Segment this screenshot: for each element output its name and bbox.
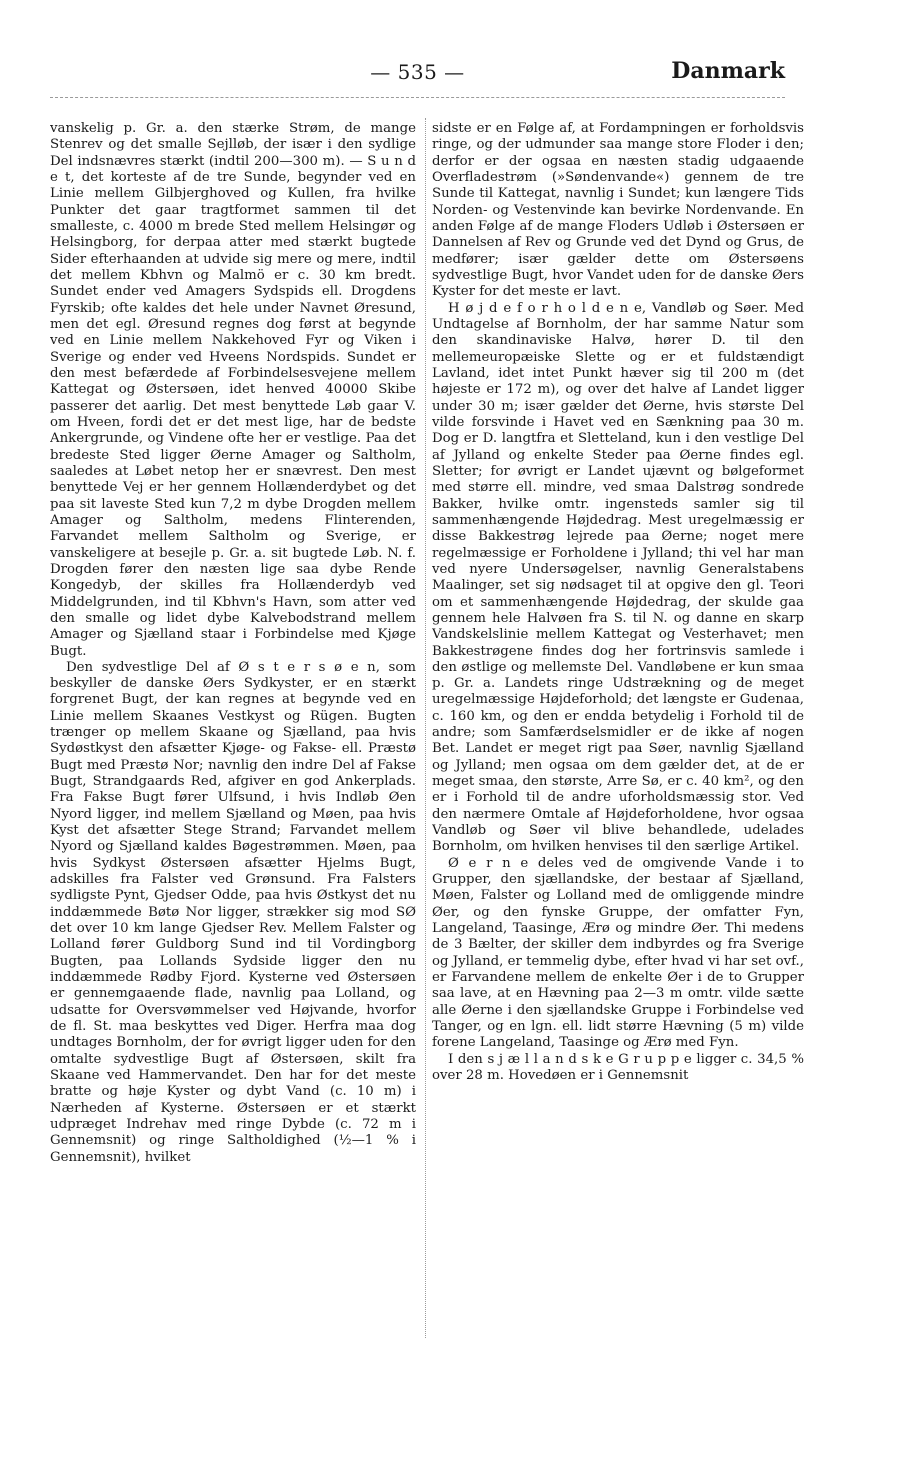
paragraph: H ø j d e f o r h o l d e n e, Vandløb og Søer. Med Undtagelse af Bornholm, der har samme Natur som den skandinaviske Halvø, hører D. til den mellemeuropæiske Slette og er et fuldstændigt Lavland, idet intet Punkt hæver sig til 200 m (det højeste er 172 m), og over det halve af Landet ligger under 30 m; især gælder det Øerne, hvis største Del vilde forsvinde i Havet ved en Sænkning paa 30 m. Dog er D. langtfra et Sletteland, kun i den vestlige Del af Jylland og enkelte Steder paa Øerne findes egl. Sletter; for øvrigt er Landet ujævnt og bølgeformet med større ell. mindre, ved smaa Dalstrøg sondrede Bakker, hvilke omtr. ingensteds samler sig til sammenhængende Højdedrag. Mest uregelmæssig er disse Bakkestrøg lejrede paa Øerne; noget mere regelmæssige er Forholdene i Jylland; thi vel har man ved nyere Undersøgelser, navnlig Generalstabens Maalinger, set sig nødsaget til at opgive den gl. Teori om et sammenhængende Højdedrag, der skulde gaa gennem hele Halvøen fra S. til N. og danne en skarp Vandskelslinie mellem Kattegat og Vesterhavet; men Bakkestrøgene findes dog her fortrinsvis samlede i den østlige og mellemste Del. Vandløbene er kun smaa p. Gr. a. Landets ringe Udstrækning og de meget uregelmæssige Højdeforhold; det længste er Gudenaa, c. 160 km, og den er endda betydelig i Forhold til de andre; som Samfærdselsmidler er de ikke af nogen Bet. Landet er meget rigt paa Søer, navnlig Sjælland og Jylland; men ogsaa om dem gælder det, at de er meget smaa, den største, Arre Sø, er c. 40 km², og den er i Forhold til de andre uforholdsmæssig stor. Ved den nærmere Omtale af Højdeforholdene, hvor ogsaa Vandløb og Søer vil blive behandlede, udelades Bornholm, om hvilken henvises til den særlige Artikel. [432, 300, 804, 855]
page-header [50, 60, 785, 100]
paragraph: I den s j æ l l a n d s k e G r u p p e ligger c. 34,5 % over 28 m. Hovedøen er i Gennemsnit [432, 1051, 804, 1084]
page-number: — 535 — [370, 60, 465, 84]
paragraph: sidste er en Følge af, at Fordampningen er forholdsvis ringe, og der udmunder saa mange store Floder i den; derfor er der ogsaa en næsten stadig udgaaende Overfladestrøm (»Søndenvande«) gennem de tre Sunde til Kattegat, navnlig i Sundet; kun længere Tids Norden- og Vestenvinde kan bevirke Nordenvande. En anden Følge af de mange Floders Udløb i Østersøen er Dannelsen af Rev og Grunde ved det Dynd og Grus, de medfører; især gælder dette om Østersøens sydvestlige Bugt, hvor Vandet uden for de danske Øers Kyster for det meste er lavt. [432, 121, 804, 300]
right-column [432, 121, 804, 1341]
paragraph: Ø e r n e deles ved de omgivende Vande i to Grupper, den sjællandske, der bestaar af Sjælland, Møen, Falster og Lolland med de omliggende mindre Øer, og den fynske Gruppe, der omfatter Fyn, Langeland, Taasinge, Ærø og mindre Øer. Thi medens de 3 Bælter, der skiller dem indbyrdes og fra Sverige og Jylland, er temmelig dybe, efter hvad vi har set ovf., er Farvandene mellem de enkelte Øer i de to Grupper saa lave, at en Hævning paa 2—3 m omtr. vilde sætte alle Øerne i den sjællandske Gruppe i Forbindelse ved Tanger, og en lgn. ell. lidt større Hævning (5 m) vilde forene Langeland, Taasinge og Ærø med Fyn. [432, 855, 804, 1051]
paragraph: vanskelig p. Gr. a. den stærke Strøm, de mange Stenrev og det smalle Sejlløb, der især i den sydlige Del indsnævres stærkt (indtil 200—300 m). — S u n d e t, det korteste af de tre Sunde, begynder ved en Linie mellem Gilbjerghoved og Kullen, fra hvilke Punkter det gaar tragtformet sammen til det smalleste, c. 4000 m brede Sted mellem Helsingør og Helsingborg, for derpaa atter med stærkt bugtede Sider efterhaanden at udvide sig mere og mere, indtil det mellem Kbhvn og Malmö er c. 30 km bredt. Sundet ender ved Amagers Sydspids ell. Drogdens Fyrskib; ofte kaldes det hele under Navnet Øresund, men det egl. Øresund regnes dog først at begynde ved en Linie mellem Nakkehoved Fyr og Viken i Sverige og ender ved Hveens Nordspids. Sundet er den mest befærdede af Forbindelsesvejene mellem Kattegat og Østersøen, idet henved 40000 Skibe passerer det aarlig. Det mest benyttede Løb gaar V. om Hveen, fordi det er det mest lige, har de bedste Ankergrunde, og Vindene ofte her er vestlige. Paa det bredeste Sted ligger Øerne Amager og Saltholm, saaledes at Løbet netop her er snævrest. Den mest benyttede Vej er her gennem Hollænderdybet og det paa sit laveste Sted kun 7,2 m dybe Drogden mellem Amager og Saltholm, medens Flinterenden, Farvandet mellem Saltholm og Sverige, er vanskeligere at besejle p. Gr. a. sit bugtede Løb. N. f. Drogden fører den næsten lige saa dybe Rende Kongedyb, der skilles fra Hollænderdyb ved Middelgrunden, ind til Kbhvn's Havn, som atter ved den smalle og lidet dybe Kalvebodstrand mellem Amager og Sjælland staar i Forbindelse med Kjøge Bugt. [50, 121, 416, 659]
column-divider [425, 118, 426, 1338]
header-rule [50, 97, 785, 98]
left-column [50, 121, 416, 1341]
running-head: Danmark [671, 58, 785, 84]
paragraph: Den sydvestlige Del af Ø s t e r s ø e n, som beskyller de danske Øers Sydkyster, er en stærkt forgrenet Bugt, der kan regnes at begynde ved en Linie mellem Skaanes Vestkyst og Rügen. Bugten trænger op mellem Skaane og Sjælland, paa hvis Sydøstkyst den afsætter Kjøge- og Fakse- ell. Præstø Bugt med Præstø Nor; navnlig den indre Del af Fakse Bugt, Strandgaards Red, afgiver en god Ankerplads. Fra Fakse Bugt fører Ulfsund, i hvis Indløb Øen Nyord ligger, ind mellem Sjælland og Møen, paa hvis Kyst det afsætter Stege Strand; Farvandet mellem Nyord og Sjælland kaldes Bøgestrømmen. Møen, paa hvis Sydkyst Østersøen afsætter Hjelms Bugt, adskilles fra Falster ved Grønsund. Fra Falsters sydligste Pynt, Gjedser Odde, paa hvis Østkyst det nu inddæmmede Bøtø Nor ligger, strækker sig mod SØ det over 10 km lange Gjedser Rev. Mellem Falster og Lolland fører Guldborg Sund ind til Vordingborg Bugten, paa Lollands Sydside ligger den nu inddæmmede Rødby Fjord. Kysterne ved Østersøen er gennemgaaende flade, navnlig paa Lolland, og udsatte for Oversvømmelser ved Højvande, hvorfor de fl. St. maa beskyttes ved Diger. Herfra maa dog undtages Bornholm, der for øvrigt ligger uden for den omtalte sydvestlige Bugt af Østersøen, skilt fra Skaane ved Hammervandet. Den har for det meste bratte og høje Kyster og dybt Vand (c. 10 m) i Nærheden af Kysterne. Østersøen er et stærkt udpræget Indrehav med ringe Dybde (c. 72 m i Gennemsnit) og ringe Saltholdighed (½—1 % i Gennemsnit), hvilket [50, 659, 416, 1165]
